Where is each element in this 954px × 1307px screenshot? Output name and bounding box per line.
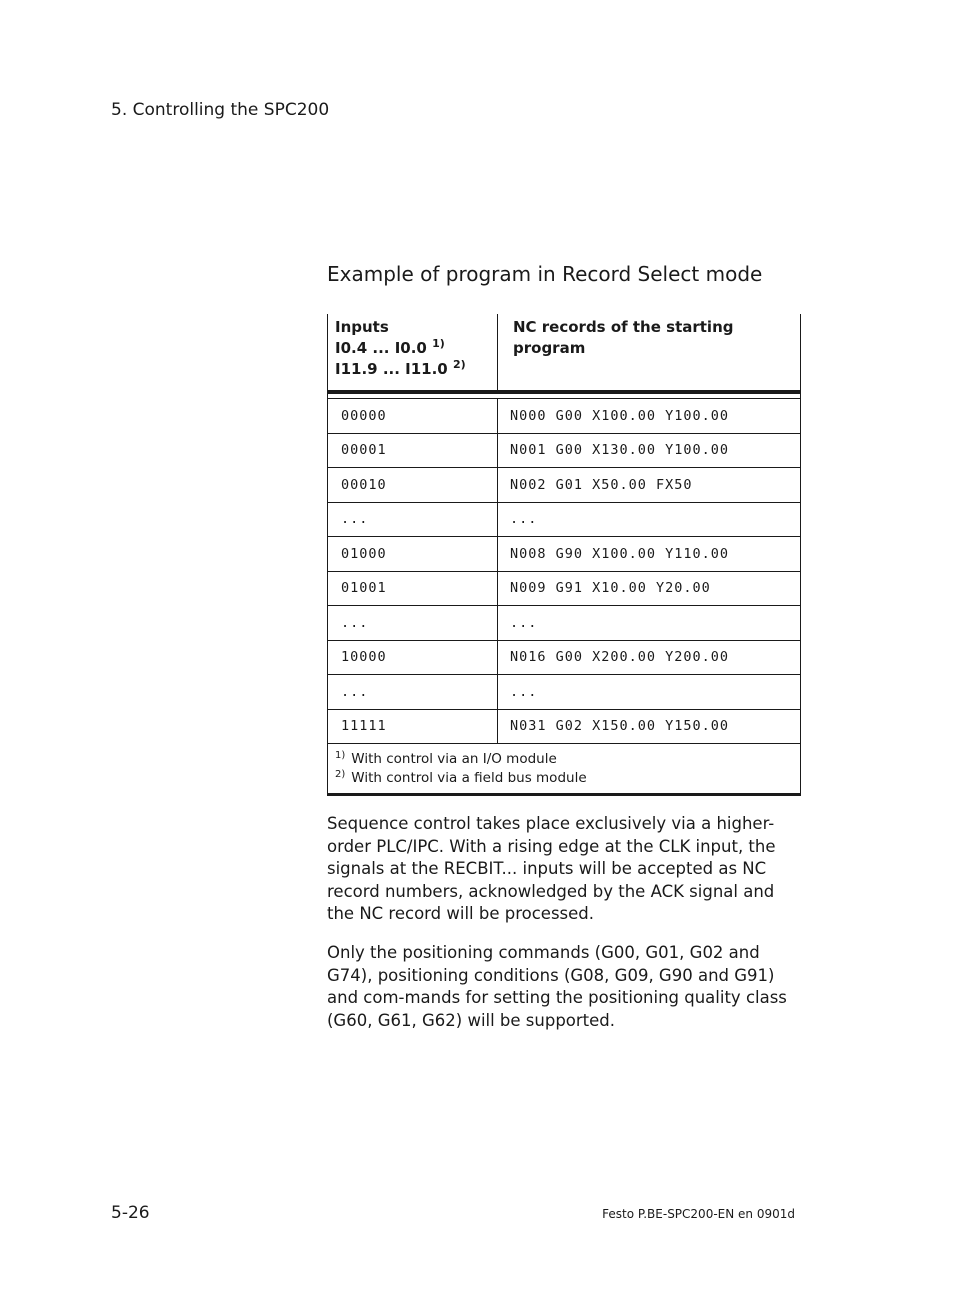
nc-record-cell: ... xyxy=(510,614,538,631)
nc-record-cell: N000 G00 X100.00 Y100.00 xyxy=(510,407,730,424)
nc-record-cell: ... xyxy=(510,683,538,700)
paragraph-supported-commands: Only the positioning commands (G00, G01, G02 and G74), positioning conditions (G08, G09, G90 and G91) and com-mands for setting the positioning quality class (G60, G61, G62) will be supported. xyxy=(327,943,787,1030)
input-cell: 10000 xyxy=(328,641,498,675)
nc-records-column-header: NC records of the starting program xyxy=(513,318,734,357)
table-header-row xyxy=(328,314,800,394)
record-table xyxy=(327,314,801,796)
input-cell: 11111 xyxy=(328,710,498,744)
nc-record-cell: N002 G01 X50.00 FX50 xyxy=(510,476,693,493)
table-row xyxy=(328,640,800,675)
table-row xyxy=(328,467,800,502)
table-row xyxy=(328,433,800,468)
paragraph-sequence-control: Sequence control takes place exclusively via a higher-order PLC/IPC. With a rising edge at the CLK input, the signals at the RECBIT... inputs will be accepted as NC record numbers, acknowledged by the ACK signal and the NC record will be processed. xyxy=(327,814,776,923)
nc-record-cell: N008 G90 X100.00 Y110.00 xyxy=(510,545,730,562)
footnote-ref-2: 2) xyxy=(452,358,466,371)
table-row xyxy=(328,502,800,537)
table-body xyxy=(328,398,800,743)
nc-record-cell: N031 G02 X150.00 Y150.00 xyxy=(510,718,730,735)
input-cell: 01000 xyxy=(328,537,498,571)
table-row xyxy=(328,605,800,640)
input-cell: 00010 xyxy=(328,468,498,502)
inputs-header-line2: I0.4 ... I0.0 $^{1)}$ xyxy=(335,337,445,357)
input-cell: 00001 xyxy=(328,434,498,468)
table-row xyxy=(328,536,800,571)
footnote-ref-1: 1) xyxy=(432,337,445,350)
chapter-header: 5. Controlling the SPC200 xyxy=(111,100,330,120)
inputs-header-line3: I11.9 ... I11.0 $^{2)}$ xyxy=(335,358,466,378)
table-row xyxy=(328,674,800,709)
input-cell: ... xyxy=(328,503,498,537)
table-row xyxy=(328,571,800,606)
table-row xyxy=(328,398,800,433)
document-reference: Festo P.BE-SPC200-EN en 0901d xyxy=(602,1207,795,1221)
section-title: Example of program in Record Select mode xyxy=(327,262,763,286)
inputs-header-line1: Inputs xyxy=(335,318,389,336)
inputs-column-header xyxy=(328,314,498,390)
input-cell: ... xyxy=(328,606,498,640)
input-cell: 01001 xyxy=(328,572,498,606)
nc-record-cell: N009 G91 X10.00 Y20.00 xyxy=(510,580,711,597)
table-footnotes xyxy=(328,743,800,793)
page-number: 5-26 xyxy=(111,1203,150,1223)
input-cell: ... xyxy=(328,675,498,709)
input-cell: 00000 xyxy=(328,399,498,433)
footnote-1: $^{1)}$ With control via an I/O module xyxy=(335,749,557,767)
nc-record-cell: N001 G00 X130.00 Y100.00 xyxy=(510,442,730,459)
nc-record-cell: N016 G00 X200.00 Y200.00 xyxy=(510,649,730,666)
table-row xyxy=(328,709,800,744)
nc-record-cell: ... xyxy=(510,511,538,528)
footnote-2: $^{2)}$ With control via a field bus module xyxy=(335,768,587,786)
